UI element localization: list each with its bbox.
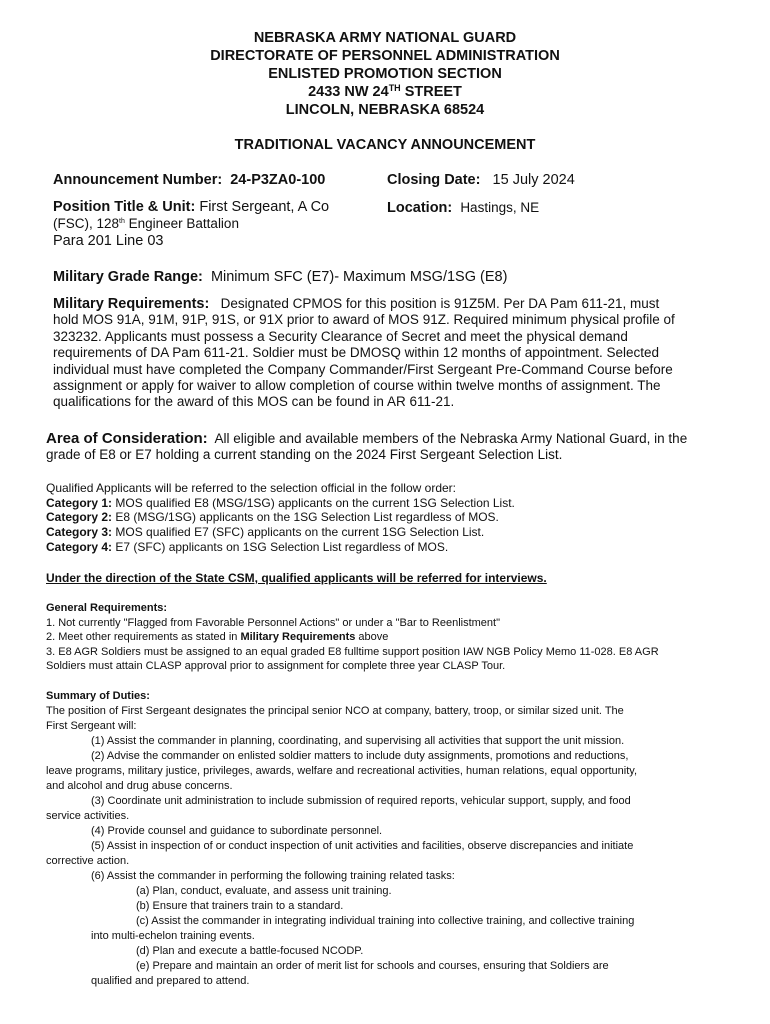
general-item-3: 3. E8 AGR Soldiers must be assigned to an equal graded E8 fulltime support position IAW NGB Policy Memo 11-028. E8 AGR bbox=[46, 645, 659, 658]
csm-note: Under the direction of the State CSM, qualified applicants will be referred for interviews. bbox=[46, 571, 547, 585]
announcement-number: Announcement Number: 24-P3ZA0-100 bbox=[53, 172, 326, 188]
general-requirements: General Requirements: 1. Not currently "Flagged from Favorable Personnel Actions" or under a "Bar to Reenlistment" 2. Meet other requirements as stated in Military Requirements above 3. E8 AGR Soldiers must be assigned to an equal graded E8 fulltime support position IAW NGB Policy Memo 11-028. E8 AGR Soldiers must attain CLASP approval prior to assignment for complete three year CLASP Tour. bbox=[46, 601, 746, 674]
category-4: Category 4: E7 (SFC) applicants on 1SG Selection List regardless of MOS. bbox=[46, 539, 449, 554]
directorate-name: DIRECTORATE OF PERSONNEL ADMINISTRATION bbox=[210, 48, 560, 64]
category-3: Category 3: MOS qualified E7 (SFC) applicants on the current 1SG Selection List. bbox=[46, 525, 485, 540]
duty-4: (4) Provide counsel and guidance to subordinate personnel. bbox=[91, 825, 383, 837]
task-c: (c) Assist the commander in integrating individual training into collective training, and collective training bbox=[136, 915, 635, 927]
duty-2: (2) Advise the commander on enlisted soldier matters to include duty assignments, promotions and reductions, bbox=[91, 750, 629, 762]
city-address: LINCOLN, NEBRASKA 68524 bbox=[285, 102, 485, 118]
military-requirements: Military Requirements: Designated CPMOS for this position is 91Z5M. Per DA Pam 611-21, must hold MOS 91A, 91M, 91P, 91S, or 91X prior to award of MOS 91Z. Required minimum physical profile of 323232. Applicants must possess a Security Clearance of Secret and meet the physical demand requirements of DA Pam 611-21. Soldier must be DMOSQ within 12 months of appointment. Selected individual must have completed the Company Commander/First Sergeant Pre-Command Course before assignment or apply for waiver to allow completion of course within twelve months of assignment. The qualifications for the award of this MOS can be found in AR 611-21. bbox=[53, 296, 675, 410]
org-name: NEBRASKA ARMY NATIONAL GUARD bbox=[253, 30, 517, 46]
referral-order bbox=[46, 481, 746, 555]
street-address: 2433 NW 24TH STREET bbox=[308, 83, 462, 100]
position-title: Position Title & Unit: First Sergeant, A Co (FSC), 128th Engineer Battalion Para 201 Line 03 bbox=[53, 199, 330, 250]
general-item-1: 1. Not currently "Flagged from Favorable Personnel Actions" or under a "Bar to Reenlistment" bbox=[46, 616, 501, 629]
header-block bbox=[0, 29, 770, 119]
summary-of-duties: Summary of Duties: The position of First Sergeant designates the principal senior NCO at company, battery, troop, or similar sized unit. The First Sergeant will: (1) Assist the commander in planning, coordinating, and supervising all activities that support the unit mission. (2) Advise the commander on enlisted soldier matters to include duty assignments, promotions and reductions, leave programs, military justice, privileges, awards, welfare and recreational activities, human relations, equal opportunity, and alcohol and drug abuse concerns. (3) Coordinate unit administration to include submission of required reports, vehicular support, supply, and food service activities. (4) Provide counsel and guidance to subordinate personnel. (5) Assist in inspection of or conduct inspection of unit activities and facilities, observe discrepancies and initiate corrective action. (6) Assist the commander in performing the following training related tasks: (a) Plan, conduct, evaluate, and assess unit training. (b) Ensure that trainers train to a standard. (c) Assist the commander in integrating individual training into collective training, and collective training into multi-echelon training events. (d) Plan and execute a battle-focused NCODP. (e) Prepare and maintain an order of merit list for schools and courses, ensuring that Soldiers are qualified and prepared to attend. bbox=[46, 689, 746, 989]
task-d: (d) Plan and execute a battle-focused NCODP. bbox=[136, 945, 364, 957]
announcement-title: TRADITIONAL VACANCY ANNOUNCEMENT bbox=[234, 137, 536, 153]
category-1: Category 1: MOS qualified E8 (MSG/1SG) applicants on the current 1SG Selection List. bbox=[46, 495, 515, 510]
area-of-consideration: Area of Consideration: All eligible and available members of the Nebraska Army National Guard, in the grade of E8 or E7 holding a current standing on the 2024 First Sergeant Selection List. bbox=[46, 430, 688, 463]
task-a: (a) Plan, conduct, evaluate, and assess unit training. bbox=[136, 885, 392, 897]
general-item-2: 2. Meet other requirements as stated in Military Requirements above bbox=[46, 631, 389, 644]
task-b: (b) Ensure that trainers train to a standard. bbox=[136, 900, 344, 912]
duty-5: (5) Assist in inspection of or conduct inspection of unit activities and facilities, observe discrepancies and initiate bbox=[91, 840, 634, 852]
section-name: ENLISTED PROMOTION SECTION bbox=[268, 66, 502, 82]
duty-3: (3) Coordinate unit administration to include submission of required reports, vehicular support, supply, and food bbox=[91, 795, 631, 807]
duty-6: (6) Assist the commander in performing the following training related tasks: bbox=[91, 870, 455, 882]
duty-1: (1) Assist the commander in planning, coordinating, and supervising all activities that support the unit mission. bbox=[91, 735, 625, 747]
category-2: Category 2: E8 (MSG/1SG) applicants on the 1SG Selection List regardless of MOS. bbox=[46, 510, 499, 525]
task-e: (e) Prepare and maintain an order of merit list for schools and courses, ensuring that Soldiers are bbox=[136, 960, 609, 972]
grade-range: Military Grade Range: Minimum SFC (E7)- Maximum MSG/1SG (E8) bbox=[53, 269, 508, 285]
closing-date: Closing Date: 15 July 2024 bbox=[387, 172, 575, 188]
location: Location: Hastings, NE bbox=[387, 200, 540, 216]
referral-intro: Qualified Applicants will be referred to the selection official in the follow order: bbox=[46, 481, 456, 495]
